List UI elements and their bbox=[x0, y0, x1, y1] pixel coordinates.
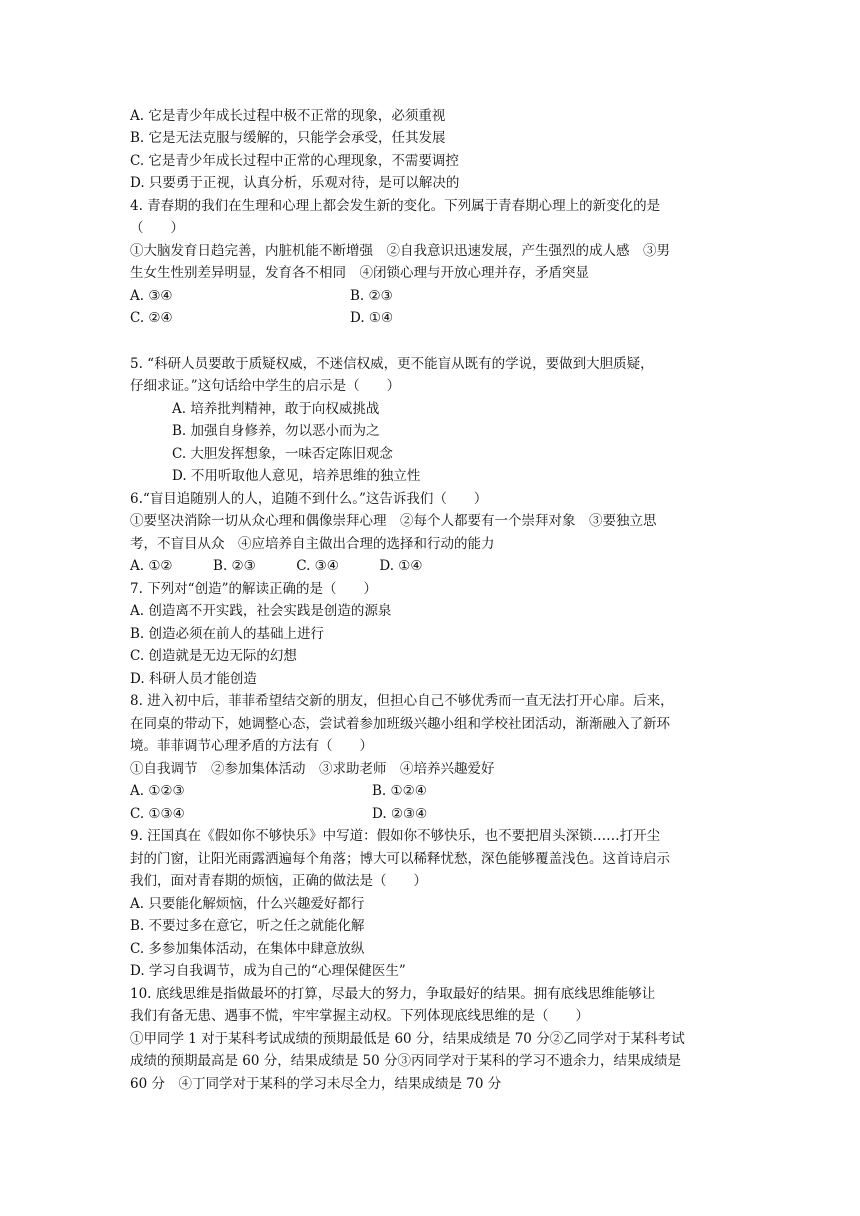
q6-options: A. ①② B. ②③ C. ③④ D. ①④ bbox=[130, 558, 423, 574]
q6-items-line1: ①要坚决消除一切从众心理和偶像崇拜心理 ②每个人都要有一个崇拜对象 ③要独立思 bbox=[130, 513, 657, 529]
q4-items-line2: 生女生性别差异明显，发育各不相同 ④闭锁心理与开放心理并存，矛盾突显 bbox=[130, 265, 589, 281]
q9-stem-line1: 9. 汪国真在《假如你不够快乐》中写道：假如你不够快乐，也不要把眉头深锁……打开尘 bbox=[130, 828, 661, 844]
q8-option-a: A. ①②③ bbox=[130, 783, 185, 799]
q8-stem-line1: 8. 进入初中后，菲菲希望结交新的朋友，但担心自己不够优秀而一直无法打开心扉。后来， bbox=[130, 693, 674, 709]
q3-option-b: B. 它是无法克服与缓解的，只能学会承受，任其发展 bbox=[130, 130, 446, 146]
q7-option-b: B. 创造必须在前人的基础上进行 bbox=[130, 626, 325, 642]
q3-option-c: C. 它是青少年成长过程中正常的心理现象，不需要调控 bbox=[130, 153, 459, 169]
q6-items-line2: 考，不盲目从众 ④应培养自主做出合理的选择和行动的能力 bbox=[130, 536, 495, 552]
q9-stem-line2: 封的门窗，让阳光雨露洒遍每个角落；博大可以稀释忧愁，深色能够覆盖浅色。这首诗启示 bbox=[130, 851, 670, 867]
q5-option-c: C. 大胆发挥想象，一味否定陈旧观念 bbox=[172, 446, 393, 462]
q8-items: ①自我调节 ②参加集体活动 ③求助老师 ④培养兴趣爱好 bbox=[130, 761, 495, 777]
q9-option-b: B. 不要过多在意它，听之任之就能化解 bbox=[130, 918, 365, 934]
q5-option-d: D. 不用听取他人意见，培养思维的独立性 bbox=[172, 468, 421, 484]
q7-option-a: A. 创造离不开实践，社会实践是创造的源泉 bbox=[130, 603, 392, 619]
q9-option-a: A. 只要能化解烦恼，什么兴趣爱好都行 bbox=[130, 896, 365, 912]
q4-option-c: C. ②④ bbox=[130, 310, 173, 326]
q3-option-d: D. 只要勇于正视，认真分析，乐观对待，是可以解决的 bbox=[130, 175, 460, 191]
q5-stem-line1: 5. “科研人员要敢于质疑权威，不迷信权威，更不能盲从既有的学说，要做到大胆质疑， bbox=[130, 356, 654, 372]
q4-option-d: D. ①④ bbox=[350, 310, 394, 326]
q5-option-b: B. 加强自身修养，勿以恶小而为之 bbox=[172, 423, 380, 439]
q8-option-d: D. ②③④ bbox=[372, 806, 428, 822]
q3-option-a: A. 它是青少年成长过程中极不正常的现象，必须重视 bbox=[130, 108, 446, 124]
q4-stem-line2: （ ） bbox=[130, 220, 184, 236]
q5-option-a: A. 培养批判精神，敢于向权威挑战 bbox=[172, 401, 380, 417]
q10-items-line3: 60 分 ④丁同学对于某科的学习未尽全力，结果成绩是 70 分 bbox=[130, 1076, 502, 1092]
q10-items-line2: 成绩的预期最高是 60 分，结果成绩是 50 分③丙同学对于某科的学习不遗余力，结果成绩是 bbox=[130, 1053, 682, 1069]
q9-stem-line3: 我们，面对青春期的烦恼，正确的做法是（ ） bbox=[130, 873, 427, 889]
q4-option-a: A. ③④ bbox=[130, 288, 173, 304]
q9-option-d: D. 学习自我调节，成为自己的“心理保健医生” bbox=[130, 963, 406, 979]
q10-stem-line2: 我们有备无患、遇事不慌，牢牢掌握主动权。下列体现底线思维的是（ ） bbox=[130, 1008, 589, 1024]
q10-items-line1: ①甲同学 1 对于某科考试成绩的预期最低是 60 分，结果成绩是 70 分②乙同学对于某科考试 bbox=[130, 1031, 685, 1047]
q8-option-c: C. ①③④ bbox=[130, 806, 185, 822]
q8-stem-line3: 境。菲菲调节心理矛盾的方法有（ ） bbox=[130, 738, 373, 754]
q7-option-c: C. 创造就是无边无际的幻想 bbox=[130, 648, 297, 664]
q4-items-line1: ①大脑发育日趋完善，内脏机能不断增强 ②自我意识迅速发展，产生强烈的成人感 ③男 bbox=[130, 243, 670, 259]
q8-option-b: B. ①②④ bbox=[372, 783, 427, 799]
q7-option-d: D. 科研人员才能创造 bbox=[130, 671, 257, 687]
q6-stem: 6.“盲目追随别人的人，追随不到什么。”这告诉我们（ ） bbox=[130, 491, 488, 507]
q5-stem-line2: 仔细求证。”这句话给中学生的启示是（ ） bbox=[130, 378, 401, 394]
q10-stem-line1: 10. 底线思维是指做最坏的打算，尽最大的努力，争取最好的结果。拥有底线思维能够让 bbox=[130, 986, 656, 1002]
q9-option-c: C. 多参加集体活动，在集体中肆意放纵 bbox=[130, 941, 365, 957]
q4-stem-line1: 4. 青春期的我们在生理和心理上都会发生新的变化。下列属于青春期心理上的新变化的是 bbox=[130, 198, 661, 214]
q7-stem: 7. 下列对“创造”的解读正确的是（ ） bbox=[130, 581, 377, 597]
q8-stem-line2: 在同桌的带动下，她调整心态，尝试着参加班级兴趣小组和学校社团活动，渐渐融入了新环 bbox=[130, 716, 670, 732]
q4-option-b: B. ②③ bbox=[350, 288, 393, 304]
